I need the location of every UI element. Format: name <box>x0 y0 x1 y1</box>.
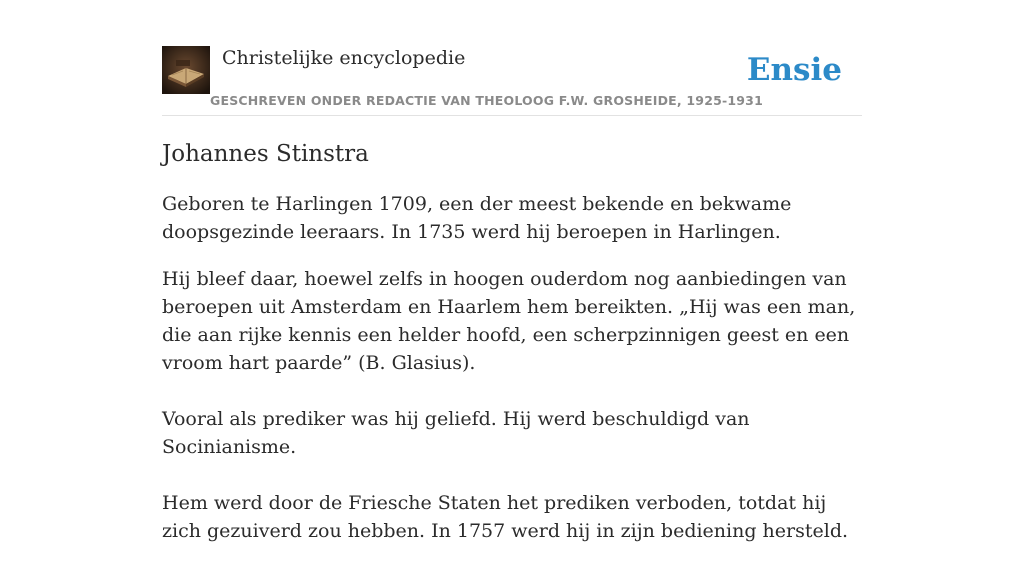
publication-title[interactable]: Christelijke encyclopedie <box>222 47 466 69</box>
article-paragraph: Vooral als prediker was hij geliefd. Hij werd beschuldigd van Socinianisme. <box>162 408 750 458</box>
brand-logo-link[interactable]: Ensie <box>746 52 842 88</box>
article-paragraph: Geboren te Harlingen 1709, een der meest bekende en bekwame doopsgezinde leeraars. In 1735 werd hij beroepen in Harlingen. <box>162 193 792 243</box>
article-content <box>162 138 862 564</box>
article-paragraph: Hij bleef daar, hoewel zelfs in hoogen ouderdom nog aanbiedingen van beroepen uit Amsterdam en Haarlem hem bereikten. „Hij was een man, die aan rijke kennis een helder hoofd, een scherpzinnigen geest en een vroom hart paarde” (B. Glasius). <box>162 268 856 374</box>
publication-subtitle: GESCHREVEN ONDER REDACTIE VAN THEOLOOG F.W. GROSHEIDE, 1925-1931 <box>210 93 763 108</box>
article-title: Johannes Stinstra <box>162 141 369 167</box>
article-paragraph: Hem werd door de Friesche Staten het prediken verboden, totdat hij zich gezuiverd zou hebben. In 1757 werd hij in zijn bediening hersteld. <box>162 492 849 542</box>
publication-header <box>162 46 862 116</box>
avatar[interactable] <box>162 46 210 94</box>
book-thumbnail-icon <box>162 46 210 94</box>
